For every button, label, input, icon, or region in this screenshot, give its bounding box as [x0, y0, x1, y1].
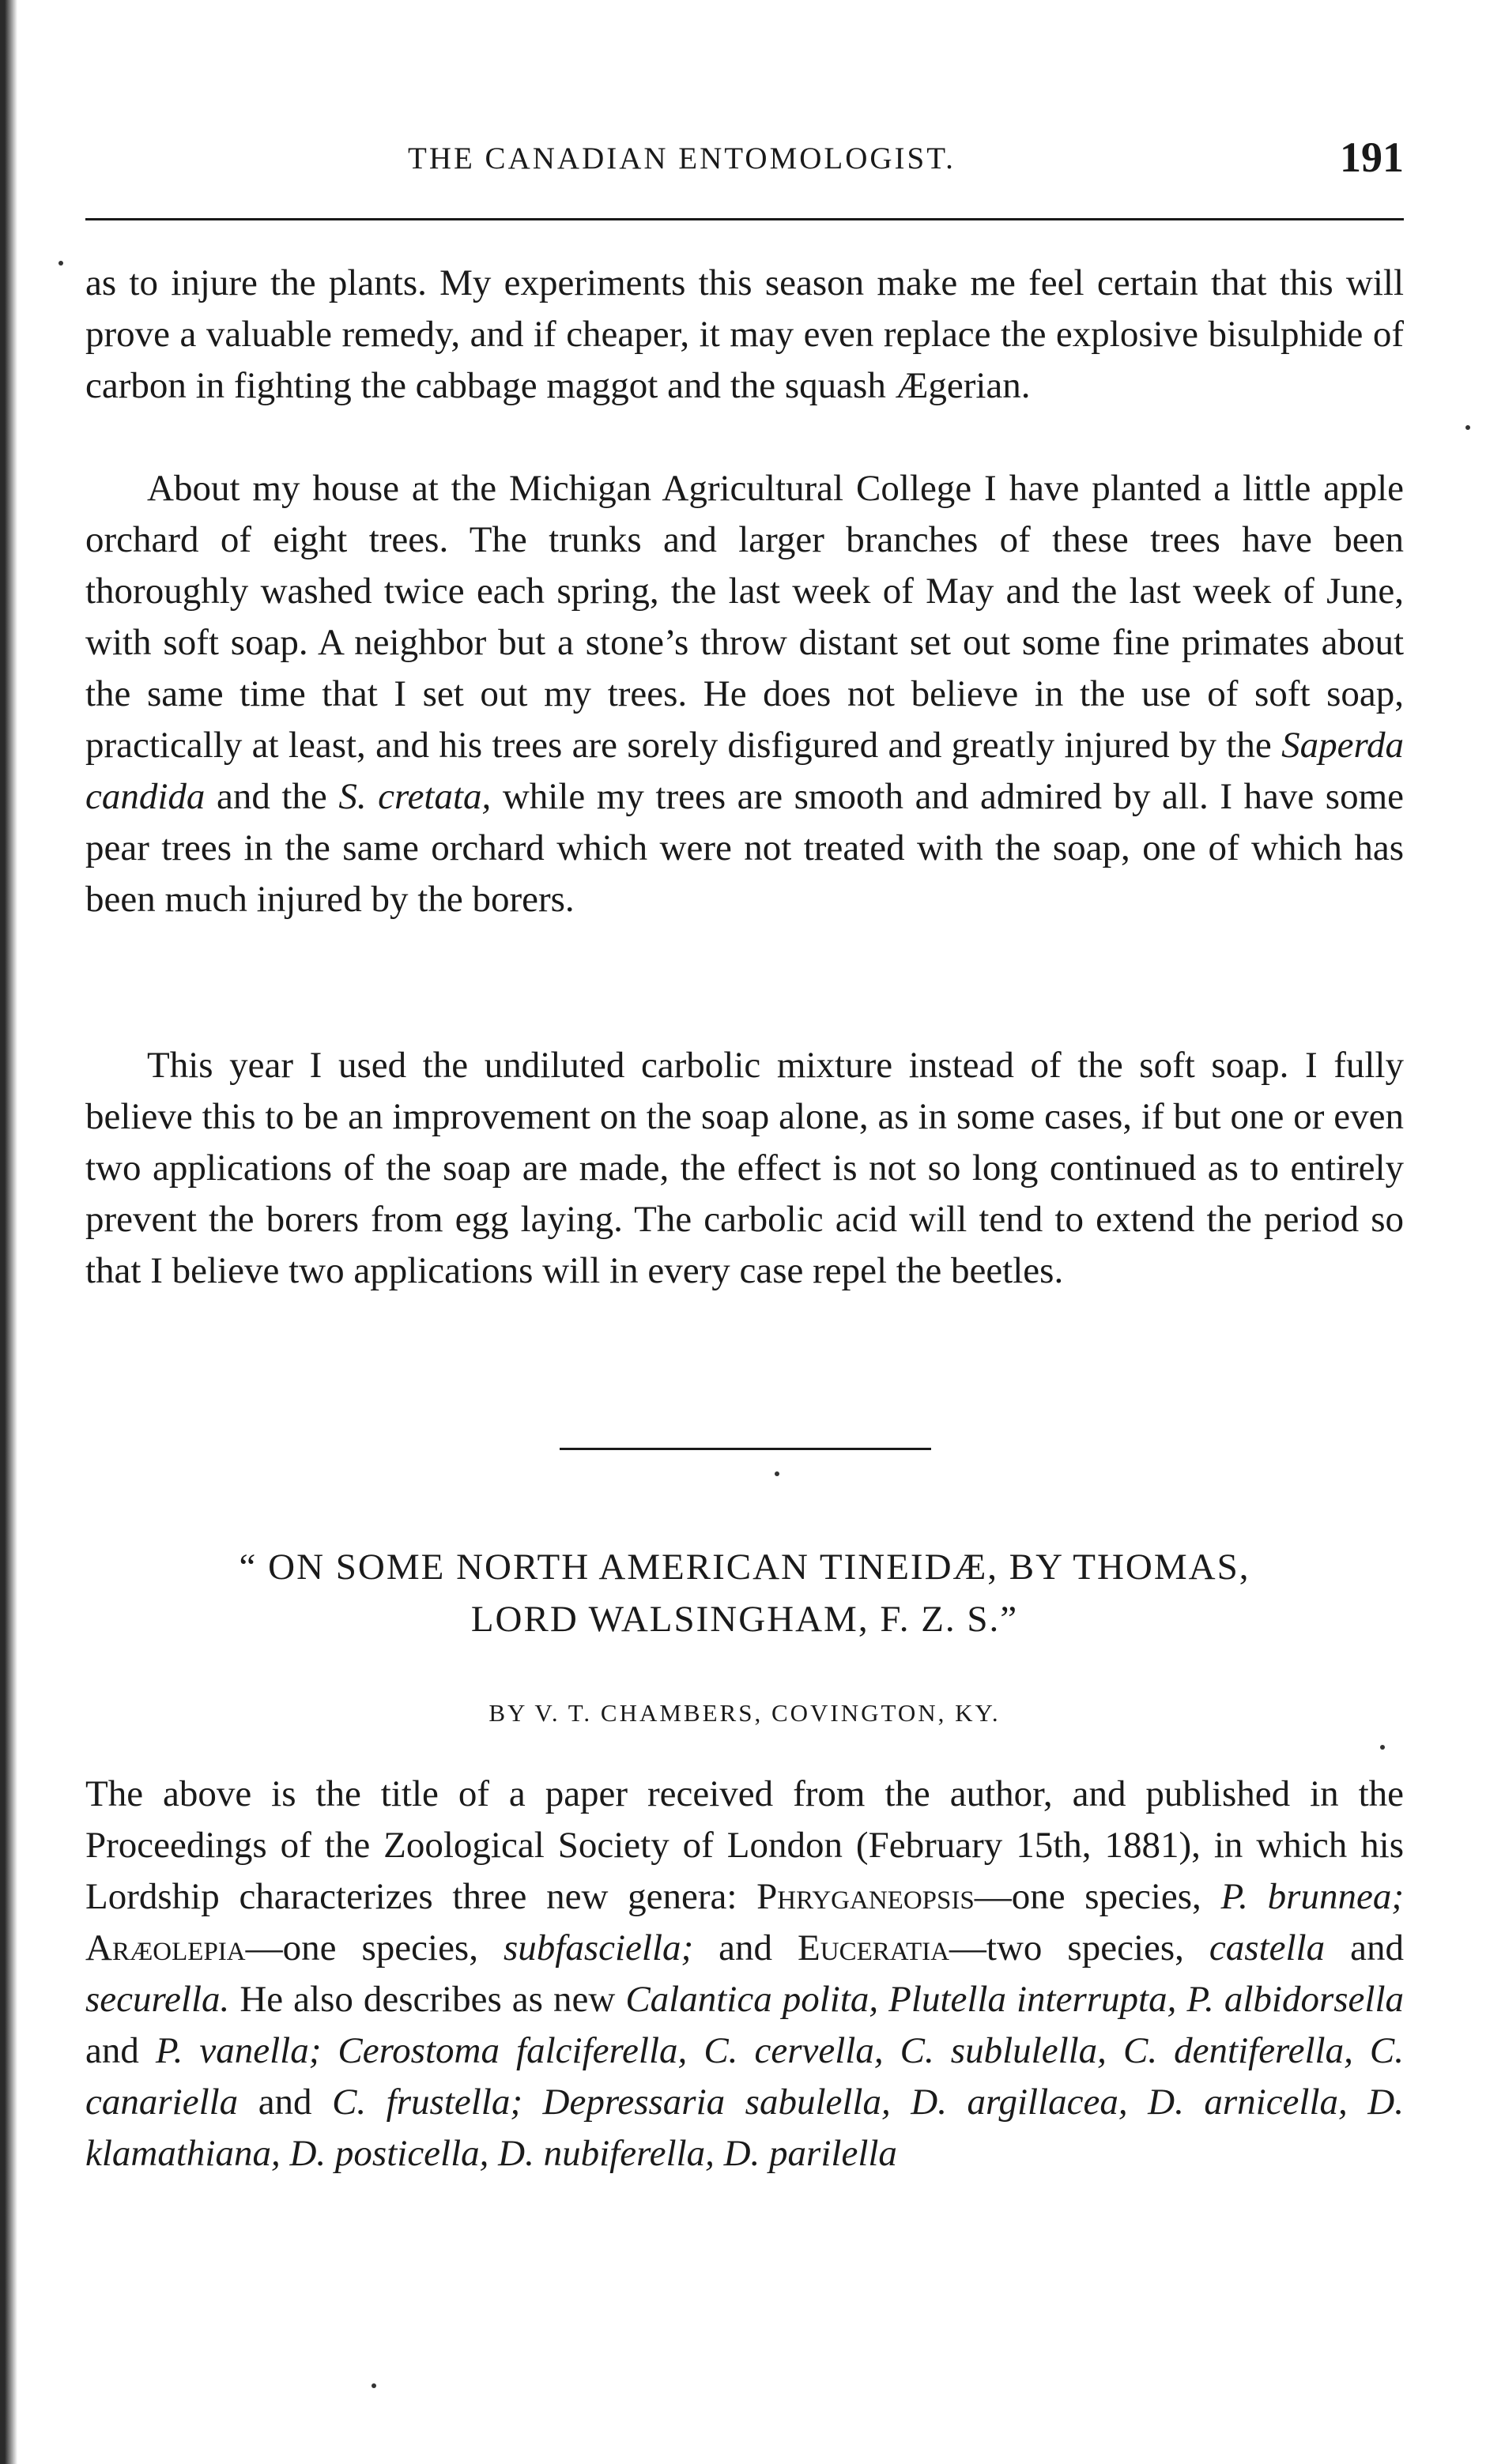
text-run: and: [238, 2082, 333, 2123]
running-header: [85, 133, 1404, 188]
paragraph-review: [85, 1769, 1404, 2180]
running-title: THE CANADIAN ENTOMOLOGIST.: [408, 141, 956, 175]
text-run: —one species,: [974, 1876, 1221, 1917]
text-run: and: [693, 1927, 798, 1969]
species-name: subfasciella;: [503, 1927, 694, 1969]
section-divider: [560, 1448, 931, 1450]
text-run: —two species,: [949, 1927, 1209, 1969]
species-name: castella: [1209, 1927, 1326, 1969]
genus-name: Aræolepia: [85, 1927, 246, 1969]
text-run: He also describes as new: [229, 1979, 626, 2020]
species-list: C. frustella; Depressaria sabulella, D. argillacea, D. arnicella, D. klamathiana, D. posticella, D. nubiferella, D. parilella: [85, 2082, 1404, 2174]
paragraph-orchard: [85, 463, 1404, 925]
page-number: 191: [1340, 134, 1404, 181]
scan-speck: [58, 261, 63, 266]
text-run: while my trees are smooth and admired by all. I have some pear trees in the same orchard which were not treated with the soap, one of which has been much injured by the borers.: [85, 776, 1405, 920]
article-title: [85, 1541, 1404, 1645]
text-run: The above is the title of a paper received from the author, and published in the Proceedings of the Zoological Society of London (February 15th, 1881), in which his Lordship characterizes three new genera:: [85, 1773, 1404, 1917]
scan-speck: [1465, 425, 1470, 430]
text-run: and the: [205, 776, 339, 817]
genus-name: Phryganeopsis: [756, 1876, 975, 1917]
paragraph-continued: [85, 258, 1404, 412]
species-name: securella.: [85, 1979, 230, 2020]
paragraph-carbolic: [85, 1040, 1404, 1297]
article-byline: BY V. T. CHAMBERS, COVINGTON, KY.: [488, 1699, 1001, 1727]
paragraph-text: This year I used the undiluted carbolic mixture instead of the soft soap. I fully believe this to be an improvement on the soap alone, as in some cases, if but one or even two applications of the soap are made, the effect is not so long continued as to entirely prevent the borers from egg laying. The carbolic acid will tend to extend the period so that I believe two applications will in every case repel the beetles.: [85, 1045, 1404, 1291]
species-name: Saperda candida: [85, 725, 1404, 817]
scan-speck: [775, 1471, 779, 1476]
genus-name: Euceratia: [798, 1927, 949, 1969]
text-run: About my house at the Michigan Agricultural College I have planted a little apple orchard of eight trees. The trunks and larger branches of these trees have been thoroughly washed twice each spring, the last week of May and the last week of June, with soft soap. A neighbor but a stone’s throw distant set out some fine primates about the same time that I set out my trees. He does not believe in the use of soft soap, practically at least, and his trees are sorely disfigured and greatly injured by the: [85, 468, 1404, 766]
scan-speck: [1380, 1745, 1385, 1750]
species-name: P. brunnea;: [1220, 1876, 1404, 1917]
paragraph-text: as to injure the plants. My experiments this season make me feel certain that this will prove a valuable remedy, and if cheaper, it may even replace the explosive bisulphide of carbon in fighting the cabbage maggot and the squash Ægerian.: [85, 262, 1404, 406]
text-run: and: [1325, 1927, 1404, 1969]
species-list: P. vanella; Cerostoma falciferella, C. cervella, C. sublulella, C. dentiferella, C. canariella: [85, 2030, 1404, 2123]
text-run: —one species,: [245, 1927, 504, 1969]
article-title-line: LORD WALSINGHAM, F. Z. S.”: [470, 1599, 1019, 1640]
text-run: and: [85, 2030, 156, 2071]
scan-binding-edge: [0, 0, 17, 2464]
species-name: S. cretata,: [338, 776, 492, 817]
header-rule: [85, 218, 1404, 220]
scan-speck: [372, 2383, 376, 2388]
article-title-line: “ ON SOME NORTH AMERICAN TINEIDÆ, BY THOMAS,: [239, 1547, 1250, 1588]
species-list: Calantica polita, Plutella interrupta, P. albidorsella: [625, 1979, 1404, 2020]
